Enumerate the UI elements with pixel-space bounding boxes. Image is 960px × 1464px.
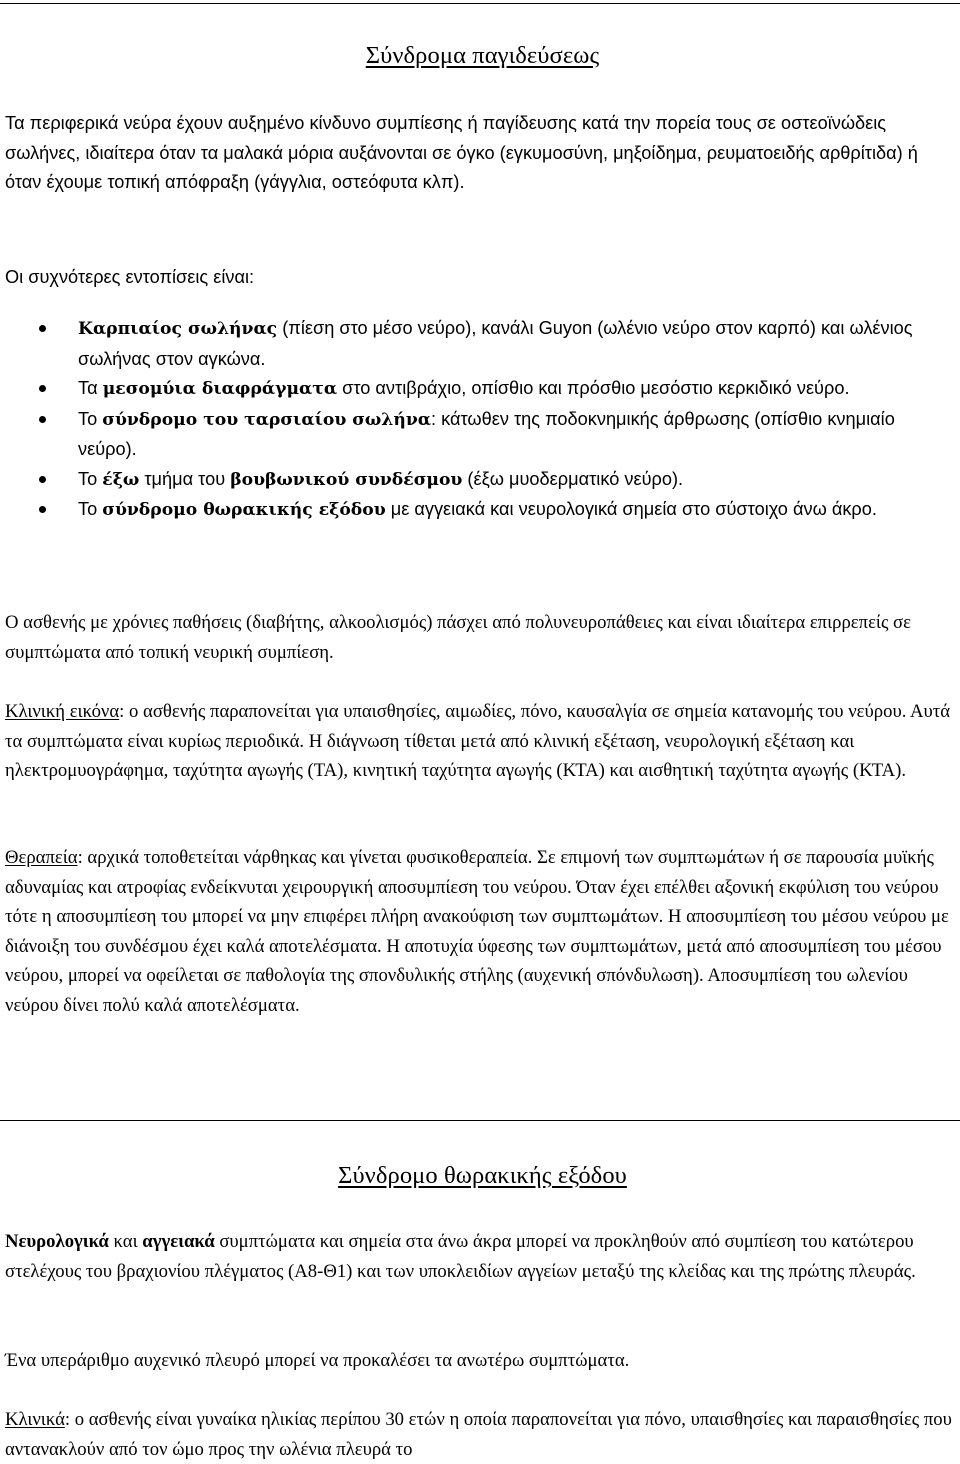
- bullet-icon: [39, 325, 46, 332]
- list-item: Το σύνδρομο θωρακικής εξόδου με αγγειακά και νευρολογικά σημεία στο σύστοιχο άνω άκρο.: [5, 495, 960, 526]
- top-divider: [0, 3, 960, 4]
- bold-term: σύνδρομο του ταρσιαίου σωλήνα: [102, 409, 431, 430]
- chronic-paragraph: Ο ασθενής με χρόνιες παθήσεις (διαβήτης, αλκοολισμός) πάσχει από πολυνευροπάθειες και είναι ιδιαίτερα επιρρεπείς σε συμπτώματα από τοπική νευρική συμπίεση.: [5, 612, 911, 663]
- bullet-icon: [39, 416, 46, 423]
- cervical-rib-paragraph: Ένα υπεράριθμο αυχενικό πλευρό μπορεί να προκαλέσει τα ανωτέρω συμπτώματα.: [5, 1350, 630, 1371]
- list-item: Το έξω τμήμα του βουβωνικού συνδέσμου (έξω μυοδερματικό νεύρο).: [5, 465, 960, 496]
- bullet-icon: [39, 385, 46, 392]
- section-title-entrapment: Σύνδρομα παγιδεύσεως: [365, 42, 600, 69]
- bullet-icon: [39, 476, 46, 483]
- locations-list: [5, 314, 960, 526]
- thoracic-paragraph: Νευρολογικά και αγγειακά συμπτώματα και σημεία στα άνω άκρα μπορεί να προκληθούν από συμπίεση του κατώτερου στελέχους του βραχιονίου πλέγματος (Α8-Θ1) και των υποκλειδίων αγγείων μεταξύ της κλείδας και της πρώτης πλευράς.: [5, 1231, 916, 1282]
- section-divider: [0, 1120, 960, 1121]
- section-title-thoracic-outlet: Σύνδρομο θωρακικής εξόδου: [338, 1162, 627, 1189]
- clinical-label: Κλινική εικόνα: [5, 701, 120, 722]
- list-item: Τα μεσομύια διαφράγματα στο αντιβράχιο, οπίσθιο και πρόσθιο μεσόστιο κερκιδικό νεύρο.: [5, 374, 960, 405]
- list-item: Καρπιαίος σωλήνας (πίεση στο μέσο νεύρο), κανάλι Guyon (ωλένιο νεύρο στον καρπό) και ωλένιος σωλήνας στον αγκώνα.: [5, 314, 960, 374]
- intro-paragraph: Τα περιφερικά νεύρα έχουν αυξημένο κίνδυνο συμπίεσης ή παγίδευσης κατά την πορεία τους σε οστεοϊνώδεις σωλήνες, ιδιαίτερα όταν τα μαλακά μόρια αυξάνονται σε όγκο (εγκυμοσύνη, μηξοίδημα, ρευματοειδής αρθρίτιδα) ή όταν έχουμε τοπική απόφραξη (γάγγλια, οστεόφυτα κλπ).: [5, 113, 918, 192]
- therapy-label: Θεραπεία: [5, 847, 78, 868]
- bold-term: Νευρολογικά: [5, 1231, 109, 1252]
- bold-term: Καρπιαίος σωλήνας: [78, 319, 278, 339]
- bold-term: βουβωνικού συνδέσμου: [230, 469, 463, 490]
- bold-term: σύνδρομο θωρακικής εξόδου: [102, 500, 386, 520]
- thoracic-clinical-paragraph: Κλινικά: ο ασθενής είναι γυναίκα ηλικίας περίπου 30 ετών η οποία παραπονείται για πόνο, υπαισθησίες και παραισθησίες που αντανακλούν από τον ώμο προς την ωλένια πλευρά το: [5, 1409, 952, 1460]
- clinical-label: Κλινικά: [5, 1409, 65, 1430]
- list-item: Το σύνδρομο του ταρσιαίου σωλήνα: κάτωθεν της ποδοκνημικής άρθρωσης (οπίσθιο κνημιαίο νεύρο).: [5, 405, 960, 465]
- bold-term: μεσομύια διαφράγματα: [102, 379, 338, 399]
- therapy-paragraph: Θεραπεία: αρχικά τοποθετείται νάρθηκας και γίνεται φυσικοθεραπεία. Σε επιμονή των συμπτωμάτων ή σε παρουσία μυϊκής αδυναμίας και ατροφίας ενδείκνυται χειρουργική αποσυμπίεση του νεύρου. Όταν έχει επέλθει αξονική εκφύλιση του νεύρου τότε η αποσυμπίεση του μπορεί να μην επιφέρει πλήρη ανακούφιση των συμπτωμάτων. Η αποσυμπίεση του μέσου νεύρου με διάνοιξη του συνδέσμου έχει καλά αποτελέσματα. Η αποτυχία ύφεσης των συμπτωμάτων, μετά από αποσυμπίεση του μέσου νεύρου, μπορεί να οφείλεται σε παθολογία της σπονδυλικής στήλης (αυχενική σπόνδυλωση). Αποσυμπίεση του ωλενίου νεύρου δίνει πολύ καλά αποτελέσματα.: [5, 847, 949, 1016]
- locations-lead: Οι συχνότερες εντοπίσεις είναι:: [5, 267, 255, 287]
- bold-term: αγγειακά: [142, 1231, 215, 1252]
- bullet-icon: [39, 506, 46, 513]
- clinical-paragraph: Κλινική εικόνα: ο ασθενής παραπονείται για υπαισθησίες, αιμωδίες, πόνο, καυσαλγία σε σημεία κατανομής του νεύρου. Αυτά τα συμπτώματα είναι κυρίως περιοδικά. Η διάγνωση τίθεται μετά από κλινική εξέταση, νευρολογική εξέταση και ηλεκτρομυογράφημα, ταχύτητα αγωγής (ΤΑ), κινητική ταχύτητα αγωγής (ΚΤΑ) και αισθητική ταχύτητα αγωγής (ΚΤΑ).: [5, 701, 951, 781]
- bold-term: έξω: [102, 469, 140, 490]
